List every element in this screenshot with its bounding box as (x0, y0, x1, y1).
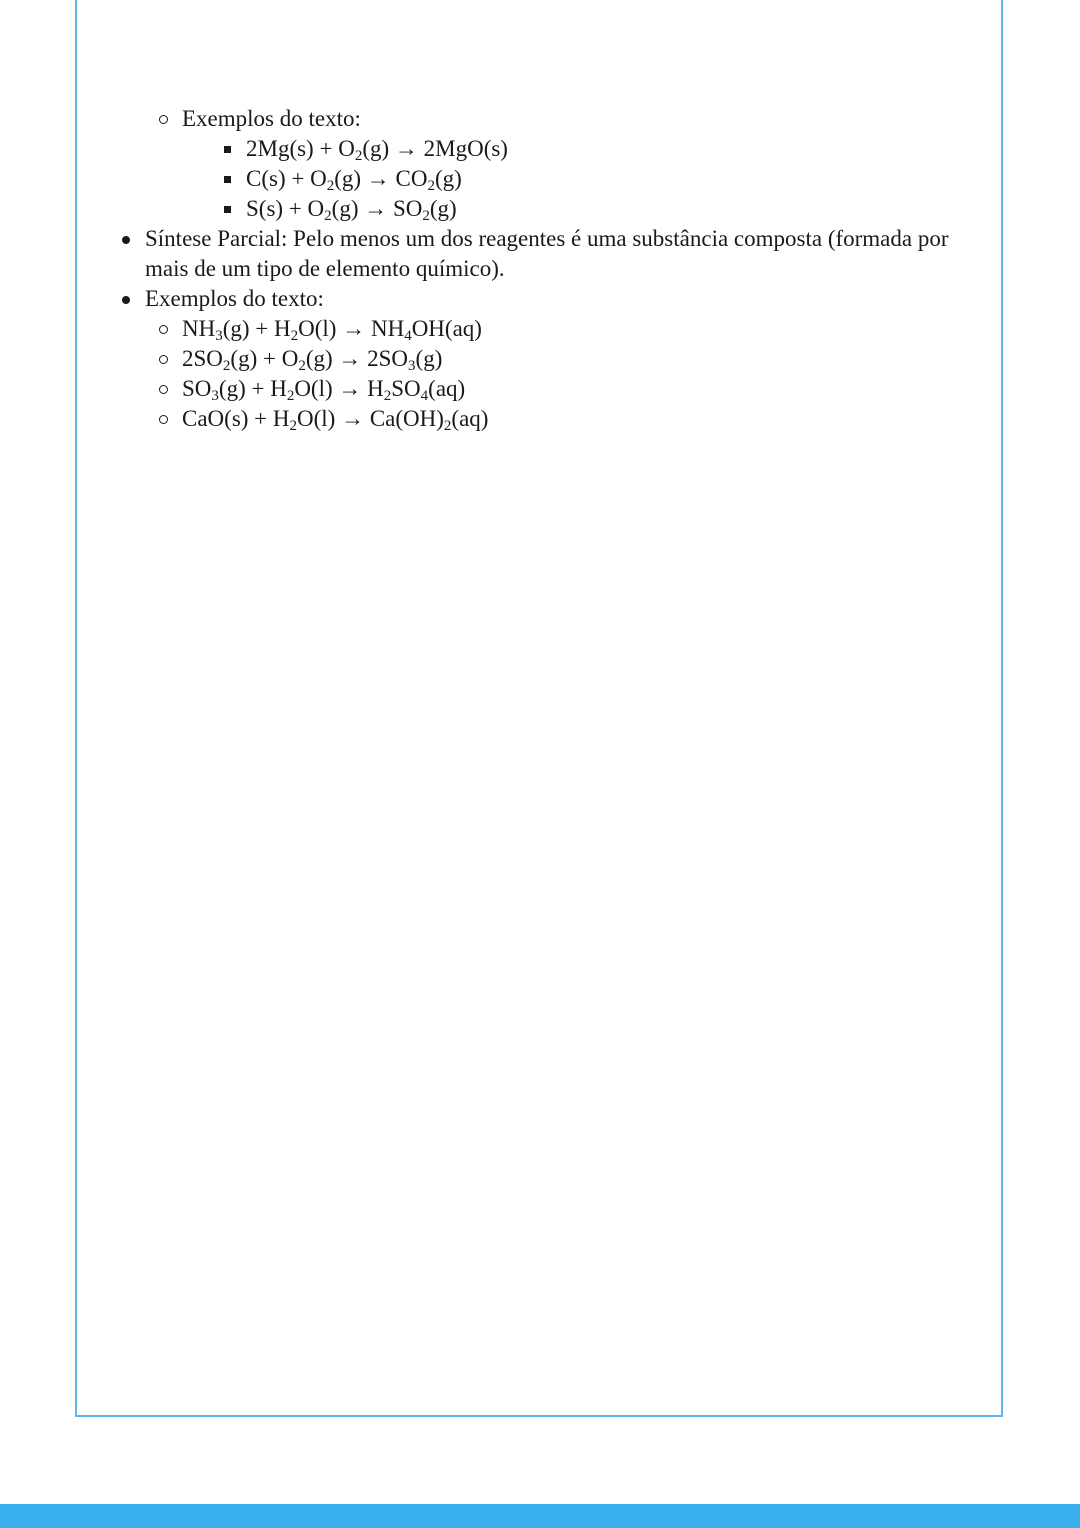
equation-part: C(s) + O (246, 166, 327, 191)
equation-item (155, 404, 958, 434)
equation-item (219, 164, 958, 194)
equation-part: CaO(s) + H (182, 406, 290, 431)
equation-part: NH (182, 316, 216, 341)
equation-part: O(l) → H (294, 376, 384, 401)
equation-part: (aq) (428, 376, 466, 401)
list-item (118, 224, 958, 284)
equation-subscript: 2 (354, 148, 363, 164)
equation-part: (g) → SO (331, 196, 423, 221)
equation-part: (g) → CO (334, 166, 428, 191)
equation-subscript: 2 (289, 418, 298, 434)
equation-subscript: 4 (420, 388, 429, 404)
dot-bullet-icon (122, 236, 130, 244)
examples-heading-2: Exemplos do texto: (145, 286, 324, 311)
equation-subscript: 2 (383, 388, 392, 404)
equation-subscript: 3 (408, 358, 416, 374)
document-content (118, 104, 958, 434)
equation-subscript: 2 (326, 178, 335, 194)
equation-part: 2SO (182, 346, 223, 371)
equation-subscript: 2 (324, 208, 332, 224)
equation-subscript: 2 (286, 388, 295, 404)
equation-part: OH(aq) (411, 316, 482, 341)
main-list (118, 224, 958, 434)
circle-bullet-icon (159, 385, 168, 394)
equation-subscript: 2 (443, 418, 452, 434)
examples-heading-1: Exemplos do texto: (182, 106, 361, 131)
equation-subscript: 4 (404, 328, 412, 344)
circle-bullet-icon (159, 115, 168, 124)
square-bullet-icon (224, 176, 231, 183)
circle-bullet-icon (159, 355, 168, 364)
equation-item (155, 374, 958, 404)
equation-subscript: 2 (427, 178, 435, 194)
equation-part: (g) + H (222, 316, 291, 341)
equation-part: S(s) + O (246, 196, 325, 221)
equation-part: (aq) (451, 406, 489, 431)
circle-bullet-icon (159, 415, 168, 424)
equation-part: (g) + H (218, 376, 287, 401)
equation-subscript: 2 (290, 328, 299, 344)
bottom-accent-bar (0, 1504, 1080, 1528)
square-bullet-icon (224, 146, 231, 153)
equation-part: (g) → 2MgO(s) (362, 136, 508, 161)
examples-list-1 (155, 104, 958, 224)
equation-part: (g) (434, 166, 462, 191)
equation-item (155, 314, 958, 344)
equation-item (219, 134, 958, 164)
equation-part: O(l) → Ca(OH) (297, 406, 444, 431)
list-item (118, 284, 958, 434)
square-bullet-icon (224, 206, 231, 213)
equation-item (155, 344, 958, 374)
equation-part: SO (182, 376, 212, 401)
equation-list-1 (219, 134, 958, 224)
equation-subscript: 2 (298, 358, 306, 374)
equation-subscript: 3 (211, 388, 219, 404)
equation-subscript: 2 (422, 208, 430, 224)
equation-part: O(l) → NH (298, 316, 405, 341)
equation-part: (g) → 2SO (305, 346, 409, 371)
equation-item (219, 194, 958, 224)
list-item (155, 104, 958, 224)
equation-list-2 (155, 314, 958, 434)
equation-part: 2Mg(s) + O (246, 136, 355, 161)
dot-bullet-icon (122, 296, 130, 304)
equation-part: (g) (429, 196, 457, 221)
sintese-parcial-line-2: mais de um tipo de elemento químico). (145, 256, 505, 281)
sintese-parcial-line-1: Síntese Parcial: Pelo menos um dos reagentes é uma substância composta (formada por (145, 226, 949, 251)
equation-subscript: 3 (215, 328, 223, 344)
equation-part: (g) (415, 346, 443, 371)
equation-part: SO (391, 376, 421, 401)
circle-bullet-icon (159, 325, 168, 334)
equation-part: (g) + O (230, 346, 299, 371)
equation-subscript: 2 (222, 358, 231, 374)
